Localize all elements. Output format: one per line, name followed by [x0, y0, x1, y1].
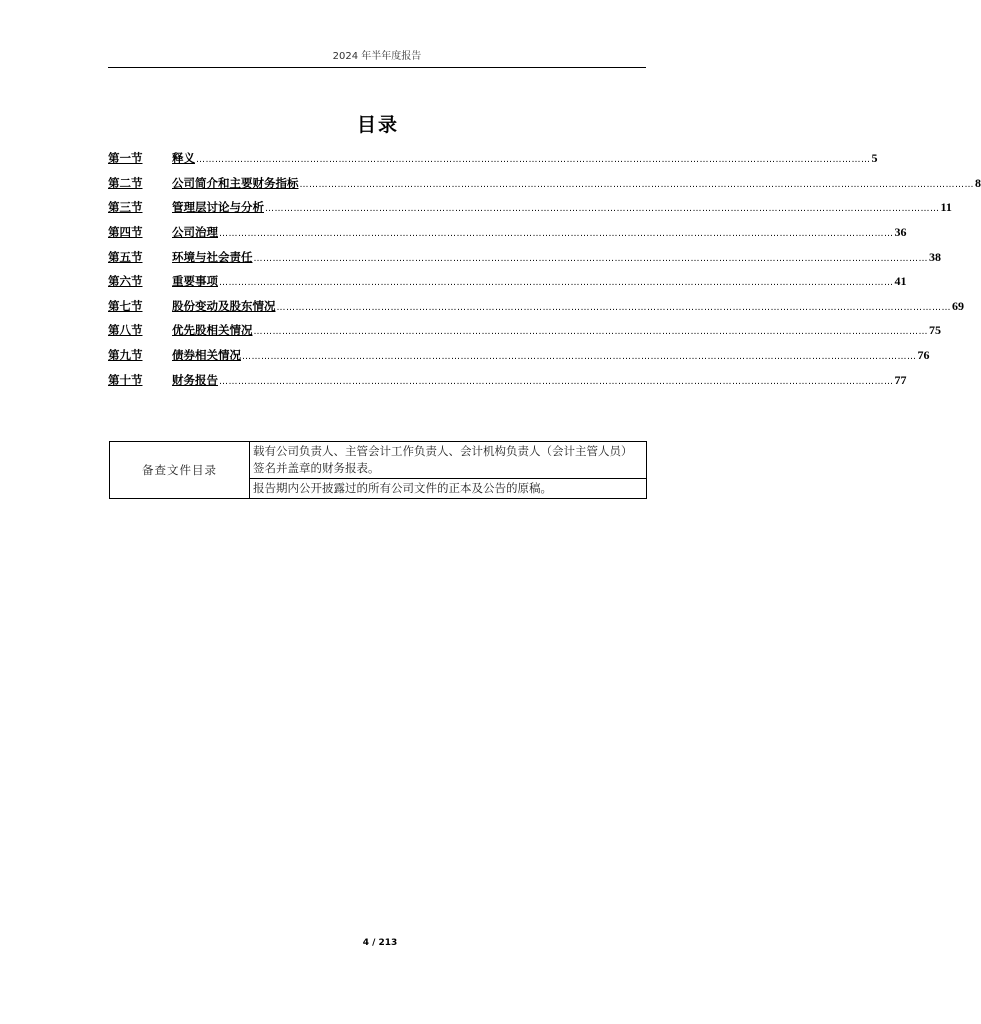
toc-entry-page[interactable]: 77 [894, 372, 907, 387]
toc-entry[interactable] [108, 195, 952, 220]
toc-leader-dots: …………………………………………………………………………………………………………………………………………………………………………………………… [242, 352, 917, 363]
toc-entry-title[interactable]: 财务报告 [172, 372, 218, 387]
toc-entry-title[interactable]: 债券相关情况 [172, 348, 241, 363]
toc-entry-title[interactable]: 释义 [172, 151, 195, 166]
toc-entry-title[interactable]: 管理层讨论与分析 [172, 200, 264, 215]
toc-leader-dots: …………………………………………………………………………………………………………………………………………………………………………………………… [299, 179, 974, 190]
toc-entry-number[interactable]: 第九节 [108, 348, 143, 363]
toc-entry-number[interactable]: 第二节 [108, 175, 143, 190]
toc-leader-dots: …………………………………………………………………………………………………………………………………………………………………………………………… [265, 204, 940, 215]
toc-entry-page[interactable]: 11 [940, 200, 952, 215]
toc-entry-title[interactable]: 优先股相关情况 [172, 323, 253, 338]
toc-entry-page[interactable]: 8 [975, 175, 981, 190]
toc-entry-title[interactable]: 公司治理 [172, 225, 218, 240]
toc-entry-title[interactable]: 重要事项 [172, 274, 218, 289]
toc-leader-dots: …………………………………………………………………………………………………………………………………………………………………………………………… [253, 327, 928, 338]
reference-document-item: 载有公司负责人、主管会计工作负责人、会计机构负责人（会计主管人员）签名并盖章的财务报表。 [250, 442, 647, 479]
toc-entry-page[interactable]: 41 [894, 274, 907, 289]
toc-leader-dots: …………………………………………………………………………………………………………………………………………………………………………………………… [219, 229, 894, 240]
toc-entry-page[interactable]: 38 [929, 249, 941, 264]
toc-entry[interactable] [108, 318, 941, 343]
toc-entry-title[interactable]: 公司简介和主要财务指标 [172, 175, 299, 190]
toc-entry-page[interactable]: 5 [871, 151, 878, 166]
header-rule [108, 67, 646, 68]
table-row [110, 442, 647, 479]
toc-leader-dots: …………………………………………………………………………………………………………………………………………………………………………………………… [276, 302, 951, 313]
toc-entry-page[interactable]: 75 [929, 323, 941, 338]
toc-entry[interactable] [108, 244, 941, 269]
toc-entry[interactable] [108, 220, 907, 245]
toc-entry[interactable] [108, 367, 907, 392]
toc-leader-dots: …………………………………………………………………………………………………………………………………………………………………………………………… [196, 155, 871, 166]
toc-entry-page[interactable]: 76 [917, 348, 930, 363]
toc-entry-number[interactable]: 第五节 [108, 249, 143, 264]
toc-entry[interactable] [108, 343, 930, 368]
toc-leader-dots: …………………………………………………………………………………………………………………………………………………………………………………………… [253, 253, 928, 264]
toc-entry-number[interactable]: 第十节 [108, 372, 143, 387]
toc-entry-number[interactable]: 第四节 [108, 225, 143, 240]
reference-document-item: 报告期内公开披露过的所有公司文件的正本及公告的原稿。 [250, 479, 647, 499]
toc-entry-page[interactable]: 69 [952, 298, 964, 313]
toc-entry[interactable] [108, 146, 878, 171]
page-header: 2024 年半年度报告 [332, 51, 422, 62]
toc-entry-number[interactable]: 第七节 [108, 298, 143, 313]
toc-entry-title[interactable]: 股份变动及股东情况 [172, 298, 276, 313]
toc-entry-number[interactable]: 第三节 [108, 200, 143, 215]
page-number: 4 / 213 [362, 938, 398, 948]
toc-entry-page[interactable]: 36 [894, 225, 907, 240]
reference-documents-label: 备查文件目录 [110, 442, 250, 499]
toc-entry[interactable] [108, 171, 981, 196]
toc-entry-number[interactable]: 第一节 [108, 151, 143, 166]
toc-entry-number[interactable]: 第六节 [108, 274, 143, 289]
toc-entry[interactable] [108, 294, 964, 319]
reference-documents-table [109, 441, 647, 499]
table-of-contents [108, 146, 981, 392]
toc-leader-dots: …………………………………………………………………………………………………………………………………………………………………………………………… [219, 278, 894, 289]
toc-entry[interactable] [108, 269, 907, 294]
toc-entry-number[interactable]: 第八节 [108, 323, 143, 338]
toc-entry-title[interactable]: 环境与社会责任 [172, 249, 253, 264]
toc-leader-dots: …………………………………………………………………………………………………………………………………………………………………………………………… [219, 376, 894, 387]
toc-heading: 目录 [356, 114, 399, 136]
